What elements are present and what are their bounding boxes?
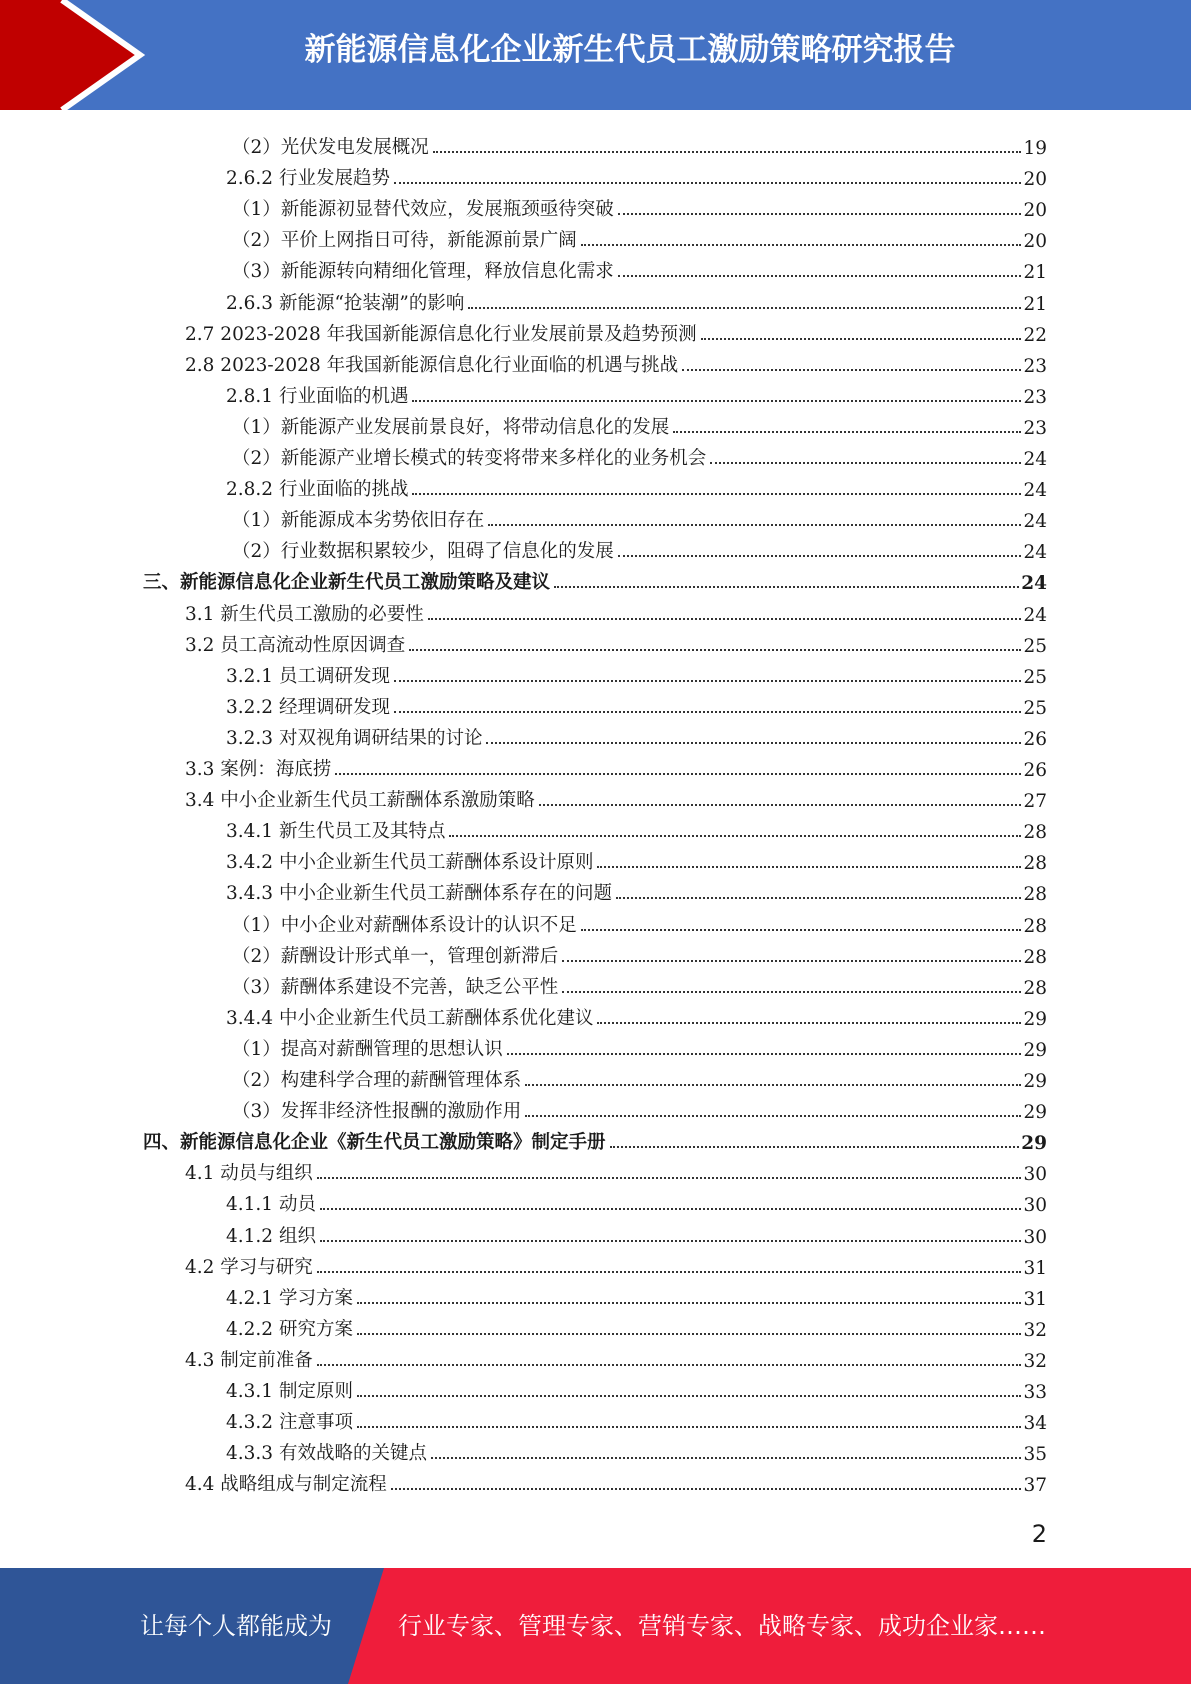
- footer-slogan-left: 让每个人都能成为: [140, 1612, 332, 1640]
- toc-entry-page: 25: [1023, 666, 1047, 688]
- toc-entry[interactable]: [185, 1248, 1047, 1279]
- toc-entry[interactable]: [185, 595, 1047, 626]
- toc-entry-page: 31: [1023, 1257, 1047, 1279]
- toc-entry-page: 28: [1023, 915, 1047, 937]
- toc-entry-page: 28: [1023, 822, 1047, 844]
- toc-entry[interactable]: [232, 1092, 1047, 1123]
- toc-entry[interactable]: [226, 1185, 1047, 1216]
- toc-entry-label: （3）新能源转向精细化管理，释放信息化需求: [232, 261, 614, 283]
- toc-entry-label: 三、新能源信息化企业新生代员工激励策略及建议: [143, 572, 551, 594]
- toc-entry-label: （2）平价上网指日可待，新能源前景广阔: [232, 230, 577, 252]
- toc-leader-dots: [317, 1271, 1022, 1273]
- toc-leader-dots: [525, 1084, 1021, 1086]
- footer-slogan-right: 行业专家、管理专家、营销专家、战略专家、成功企业家……: [398, 1612, 1046, 1640]
- toc-entry-label: 4.2.2 研究方案: [226, 1318, 353, 1340]
- toc-leader-dots: [682, 369, 1021, 371]
- toc-leader-dots: [320, 1208, 1022, 1210]
- toc-entry-label: 3.2 员工高流动性原因调查: [185, 634, 406, 656]
- toc-entry[interactable]: [226, 159, 1047, 190]
- toc-entry-page: 23: [1023, 355, 1047, 377]
- toc-entry-page: 34: [1023, 1413, 1047, 1435]
- toc-entry-page: 23: [1023, 417, 1047, 439]
- toc-entry-label: 4.1.2 组织: [226, 1225, 316, 1247]
- toc-leader-dots: [317, 1177, 1022, 1179]
- toc-entry-label: 4.3.1 制定原则: [226, 1381, 353, 1402]
- toc-leader-dots: [357, 1395, 1022, 1397]
- toc-entry-page: 20: [1023, 231, 1047, 253]
- toc-entry-label: 4.1 动员与组织: [185, 1163, 313, 1185]
- toc-entry-label: 3.4.3 中小企业新生代员工薪酬体系存在的问题: [226, 883, 612, 905]
- toc-entry[interactable]: [226, 284, 1047, 315]
- toc-entry[interactable]: [226, 719, 1047, 750]
- toc-leader-dots: [431, 1457, 1021, 1459]
- toc-leader-dots: [507, 1053, 1022, 1055]
- toc-entry-page: 27: [1023, 791, 1047, 813]
- toc-entry-label: 4.2 学习与研究: [185, 1256, 313, 1278]
- toc-leader-dots: [597, 1022, 1021, 1024]
- toc-entry[interactable]: [226, 1217, 1047, 1248]
- toc-entry[interactable]: [232, 221, 1047, 252]
- toc-entry[interactable]: [232, 1061, 1047, 1092]
- toc-leader-dots: [710, 462, 1021, 464]
- toc-entry-label: 3.2.3 对双视角调研结果的讨论: [226, 727, 483, 749]
- toc-entry[interactable]: [226, 1403, 1047, 1434]
- toc-entry-page: 20: [1023, 169, 1047, 191]
- toc-entry-label: 3.4.4 中小企业新生代员工薪酬体系优化建议: [226, 1007, 594, 1029]
- toc-leader-dots: [581, 929, 1022, 931]
- toc-entry-page: 28: [1023, 946, 1047, 968]
- toc-leader-dots: [554, 586, 1019, 588]
- toc-entry-page: 19: [1023, 138, 1047, 159]
- toc-entry-page: 24: [1023, 480, 1047, 502]
- toc-entry-label: 4.1.1 动员: [226, 1194, 316, 1216]
- toc-entry-page: 20: [1023, 200, 1047, 222]
- toc-entry-page: 29: [1023, 1102, 1047, 1124]
- toc-entry[interactable]: [185, 346, 1047, 377]
- toc-entry-page: 28: [1023, 884, 1047, 906]
- toc-leader-dots: [394, 680, 1021, 682]
- toc-entry[interactable]: [143, 1123, 1047, 1154]
- toc-entry-page: 25: [1023, 635, 1047, 657]
- toc-leader-dots: [616, 897, 1021, 899]
- toc-entry-page: 29: [1021, 1133, 1047, 1155]
- toc-leader-dots: [618, 555, 1022, 557]
- toc-entry-page: 30: [1023, 1226, 1047, 1248]
- toc-leader-dots: [488, 524, 1021, 526]
- toc-entry[interactable]: [232, 1030, 1047, 1061]
- toc-entry[interactable]: [185, 781, 1047, 812]
- toc-entry-page: 25: [1023, 697, 1047, 719]
- toc-leader-dots: [433, 151, 1022, 153]
- toc-entry-label: 4.2.1 学习方案: [226, 1287, 353, 1309]
- toc-entry[interactable]: [226, 1372, 1047, 1403]
- toc-entry-page: 24: [1023, 542, 1047, 564]
- toc-leader-dots: [449, 835, 1021, 837]
- toc-entry-page: 31: [1023, 1288, 1047, 1310]
- toc-entry-page: 29: [1023, 1039, 1047, 1061]
- toc-entry[interactable]: [226, 688, 1047, 719]
- toc-leader-dots: [357, 1426, 1022, 1428]
- toc-entry-page: 24: [1021, 573, 1047, 595]
- toc-entry-label: 4.3.2 注意事项: [226, 1412, 353, 1434]
- toc-entry-label: （1）提高对薪酬管理的思想认识: [232, 1038, 503, 1060]
- toc-entry-page: 26: [1023, 728, 1047, 750]
- toc-entry-page: 22: [1023, 324, 1047, 346]
- toc-entry[interactable]: [232, 532, 1047, 563]
- toc-entry[interactable]: [226, 874, 1047, 905]
- toc-leader-dots: [486, 742, 1021, 744]
- toc-leader-dots: [610, 1146, 1020, 1148]
- toc-leader-dots: [468, 307, 1021, 309]
- toc-entry-page: 24: [1023, 449, 1047, 470]
- toc-entry[interactable]: [226, 1279, 1047, 1310]
- toc-entry-page: 37: [1023, 1475, 1047, 1497]
- toc-entry-label: 3.4 中小企业新生代员工薪酬体系激励策略: [185, 790, 535, 812]
- toc-entry[interactable]: [232, 937, 1047, 968]
- toc-entry-page: 30: [1023, 1164, 1047, 1186]
- toc-leader-dots: [412, 400, 1021, 402]
- toc-entry-label: （2）薪酬设计形式单一，管理创新滞后: [232, 945, 559, 967]
- toc-entry-label: （2）构建科学合理的薪酬管理体系: [232, 1070, 522, 1091]
- toc-leader-dots: [394, 182, 1021, 184]
- toc-entry-label: （2）光伏发电发展概况: [232, 137, 429, 158]
- toc-entry-page: 29: [1023, 1008, 1047, 1030]
- toc-leader-dots: [597, 866, 1021, 868]
- toc-entry-page: 21: [1023, 293, 1047, 315]
- toc-entry[interactable]: [185, 626, 1047, 657]
- toc-entry-label: （3）薪酬体系建设不完善，缺乏公平性: [232, 976, 559, 998]
- toc-leader-dots: [701, 338, 1022, 340]
- toc-entry[interactable]: [232, 906, 1047, 937]
- toc-leader-dots: [525, 1115, 1021, 1117]
- toc-entry-page: 33: [1023, 1382, 1047, 1403]
- toc-entry-label: （1）新能源初显替代效应，发展瓶颈亟待突破: [232, 199, 614, 221]
- toc-leader-dots: [673, 431, 1021, 433]
- toc-entry-page: 24: [1023, 511, 1047, 533]
- toc-entry-label: （3）发挥非经济性报酬的激励作用: [232, 1101, 522, 1123]
- toc-leader-dots: [394, 711, 1021, 713]
- toc-entry-page: 23: [1023, 386, 1047, 408]
- toc-leader-dots: [317, 1364, 1022, 1366]
- toc-leader-dots: [335, 773, 1021, 775]
- toc-leader-dots: [581, 244, 1022, 246]
- toc-entry-page: 32: [1023, 1319, 1047, 1341]
- toc-leader-dots: [428, 618, 1022, 620]
- toc-entry-label: 2.6.2 行业发展趋势: [226, 168, 390, 190]
- toc-entry[interactable]: [232, 439, 1047, 470]
- toc-entry-page: 30: [1023, 1195, 1047, 1217]
- toc-leader-dots: [562, 960, 1021, 962]
- toc-entry[interactable]: [185, 1154, 1047, 1185]
- page-number: 2: [1031, 1520, 1047, 1548]
- toc-entry[interactable]: [232, 408, 1047, 439]
- toc-entry-label: （2）新能源产业增长模式的转变将带来多样化的业务机会: [232, 448, 707, 469]
- toc-entry-page: 21: [1023, 262, 1047, 284]
- toc-entry[interactable]: [226, 657, 1047, 688]
- toc-leader-dots: [618, 213, 1022, 215]
- toc-entry[interactable]: [185, 315, 1047, 346]
- toc-entry[interactable]: [226, 377, 1047, 408]
- toc-entry[interactable]: [232, 252, 1047, 283]
- toc-entry-label: 3.3 案例：海底捞: [185, 759, 332, 780]
- toc-entry-label: 2.6.3 新能源“抢装潮”的影响: [226, 292, 465, 314]
- toc-entry[interactable]: [232, 501, 1047, 532]
- toc-entry-label: 3.2.2 经理调研发现: [226, 696, 390, 718]
- toc-entry-page: 28: [1023, 853, 1047, 875]
- toc-entry-label: 2.8.1 行业面临的机遇: [226, 385, 409, 407]
- toc-entry[interactable]: [232, 190, 1047, 221]
- toc-entry[interactable]: [143, 563, 1047, 594]
- toc-entry-label: 4.3.3 有效战略的关键点: [226, 1443, 427, 1465]
- toc-leader-dots: [618, 275, 1022, 277]
- toc-entry-label: 4.4 战略组成与制定流程: [185, 1474, 387, 1496]
- footer-band: [0, 1568, 1191, 1684]
- toc-entry[interactable]: [226, 1310, 1047, 1341]
- toc-entry-label: （1）新能源产业发展前景良好，将带动信息化的发展: [232, 416, 670, 438]
- toc-entry-label: 2.8 2023-2028 年我国新能源信息化行业面临的机遇与挑战: [185, 354, 679, 376]
- toc-entry-label: 3.1 新生代员工激励的必要性: [185, 603, 424, 625]
- toc-entry-page: 28: [1023, 977, 1047, 999]
- toc-entry-label: 3.2.1 员工调研发现: [226, 665, 390, 687]
- report-title: 新能源信息化企业新生代员工激励策略研究报告: [304, 32, 956, 68]
- toc-entry[interactable]: [185, 1465, 1047, 1496]
- toc-entry[interactable]: [226, 1434, 1047, 1465]
- toc-entry-page: 26: [1023, 760, 1047, 781]
- toc-entry-page: 24: [1023, 604, 1047, 626]
- toc-entry[interactable]: [185, 1341, 1047, 1372]
- toc-entry[interactable]: [232, 128, 1047, 159]
- toc-entry-label: 4.3 制定前准备: [185, 1349, 313, 1371]
- toc-entry-label: （1）中小企业对薪酬体系设计的认识不足: [232, 914, 577, 936]
- toc-entry-label: 3.4.2 中小企业新生代员工薪酬体系设计原则: [226, 852, 594, 874]
- toc-entry-label: 2.8.2 行业面临的挑战: [226, 479, 409, 501]
- toc-entry-label: （1）新能源成本劣势依旧存在: [232, 510, 485, 532]
- toc-entry-label: 3.4.1 新生代员工及其特点: [226, 821, 446, 843]
- toc-entry-label: （2）行业数据积累较少，阻碍了信息化的发展: [232, 541, 614, 563]
- header-arrow-graphic: [0, 0, 150, 110]
- toc-entry[interactable]: [226, 812, 1047, 843]
- toc-entry-label: 四、新能源信息化企业《新生代员工激励策略》制定手册: [143, 1132, 606, 1154]
- toc-leader-dots: [409, 649, 1021, 651]
- toc-leader-dots: [391, 1488, 1022, 1490]
- toc-entry-page: 32: [1023, 1350, 1047, 1372]
- toc-leader-dots: [412, 493, 1021, 495]
- toc-entry-page: 29: [1023, 1071, 1047, 1092]
- toc-leader-dots: [562, 991, 1021, 993]
- toc-entry[interactable]: [185, 750, 1047, 781]
- toc-entry-label: 2.7 2023-2028 年我国新能源信息化行业发展前景及趋势预测: [185, 323, 697, 345]
- toc-entry-page: 35: [1023, 1444, 1047, 1466]
- toc-entry[interactable]: [226, 470, 1047, 501]
- toc-entry[interactable]: [232, 968, 1047, 999]
- toc-leader-dots: [357, 1333, 1022, 1335]
- toc-leader-dots: [539, 804, 1022, 806]
- header-band: [0, 0, 1191, 110]
- toc-entry[interactable]: [226, 999, 1047, 1030]
- toc-leader-dots: [320, 1240, 1022, 1242]
- toc-entry[interactable]: [226, 843, 1047, 874]
- toc-leader-dots: [357, 1302, 1022, 1304]
